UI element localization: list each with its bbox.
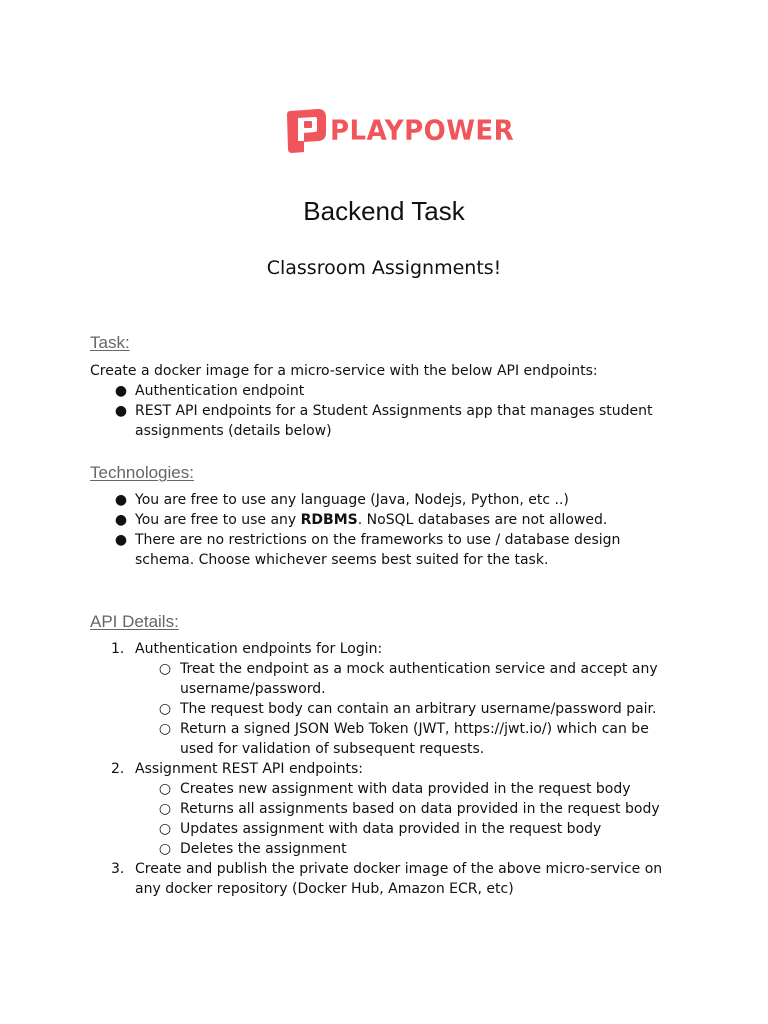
page-subtitle: Classroom Assignments! [266,257,502,279]
sub-list-item-text: Updates assignment with data provided in the request body [180,821,602,837]
list-number: 1. [111,641,125,657]
list-item-text: . NoSQL databases are not allowed. [357,512,608,528]
api-details-heading: API Details: [90,612,179,631]
bullet-marker: ● [114,492,128,508]
circle-marker: ○ [158,701,172,717]
sub-list-item-text: Returns all assignments based on data provided in the request body [180,801,660,817]
list-item-text: Assignment REST API endpoints: [135,761,364,777]
bullet-marker: ● [114,512,128,528]
sub-list-item [158,839,665,859]
circle-marker: ○ [158,801,172,817]
list-number: 3. [111,861,125,877]
sub-list-item-text: Deletes the assignment [180,841,347,857]
circle-marker: ○ [158,821,172,837]
bullet-marker: ● [114,383,128,399]
sub-list-item-text: Creates new assignment with data provided in the request body [180,781,631,797]
task-intro: Create a docker image for a micro-service with the below API endpoints: [90,363,598,379]
list-item [114,530,655,570]
list-item [114,510,655,530]
sub-list-item [158,779,665,799]
list-item [111,639,665,759]
sub-list-item-text: Return a signed JSON Web Token (JWT, https://jwt.io/) which can be used for validation of subsequent requests. [180,721,649,757]
bullet-marker: ● [114,403,128,419]
sub-list-item [158,819,665,839]
circle-marker: ○ [158,721,172,737]
sub-list-item [158,799,665,819]
list-item [114,381,675,401]
list-item [111,859,665,899]
technologies-heading: Technologies: [90,463,194,482]
list-item-bold-text: RDBMS [300,512,358,528]
list-item-text: You are free to use any [135,512,301,528]
sub-list-item [158,719,665,759]
sub-list [135,659,665,759]
sub-list-item [158,659,665,699]
circle-marker: ○ [158,841,172,857]
playpower-p-logo-icon [284,107,328,155]
list-item-text: You are free to use any language (Java, Nodejs, Python, etc ..) [135,492,569,508]
task-bullet-list [114,381,675,441]
list-item [114,401,675,441]
sub-list-item-text: Treat the endpoint as a mock authentication service and accept any username/password. [180,661,658,697]
list-item [111,759,665,859]
sub-list-item [158,699,665,719]
list-item-text: Authentication endpoints for Login: [135,641,383,657]
page-title: Backend Task [303,196,465,226]
sub-list [135,779,665,859]
api-numbered-list [111,639,665,899]
logo-wordmark: PLAYPOWER [330,115,515,147]
task-heading: Task: [90,333,130,352]
list-item-text: There are no restrictions on the frameworks to use / database design schema. Choose whichever seems best suited for the task. [135,532,621,568]
list-item [114,490,655,510]
playpower-logo [284,106,514,156]
bullet-marker: ● [114,532,128,548]
sub-list-item-text: The request body can contain an arbitrary username/password pair. [180,701,657,717]
list-item-text: Authentication endpoint [135,383,305,399]
list-number: 2. [111,761,125,777]
list-item-text: REST API endpoints for a Student Assignments app that manages student assignments (details below) [135,403,653,439]
circle-marker: ○ [158,781,172,797]
circle-marker: ○ [158,661,172,677]
technologies-bullet-list [114,490,655,570]
list-item-text: Create and publish the private docker image of the above micro-service on any docker repository (Docker Hub, Amazon ECR, etc) [135,861,663,897]
